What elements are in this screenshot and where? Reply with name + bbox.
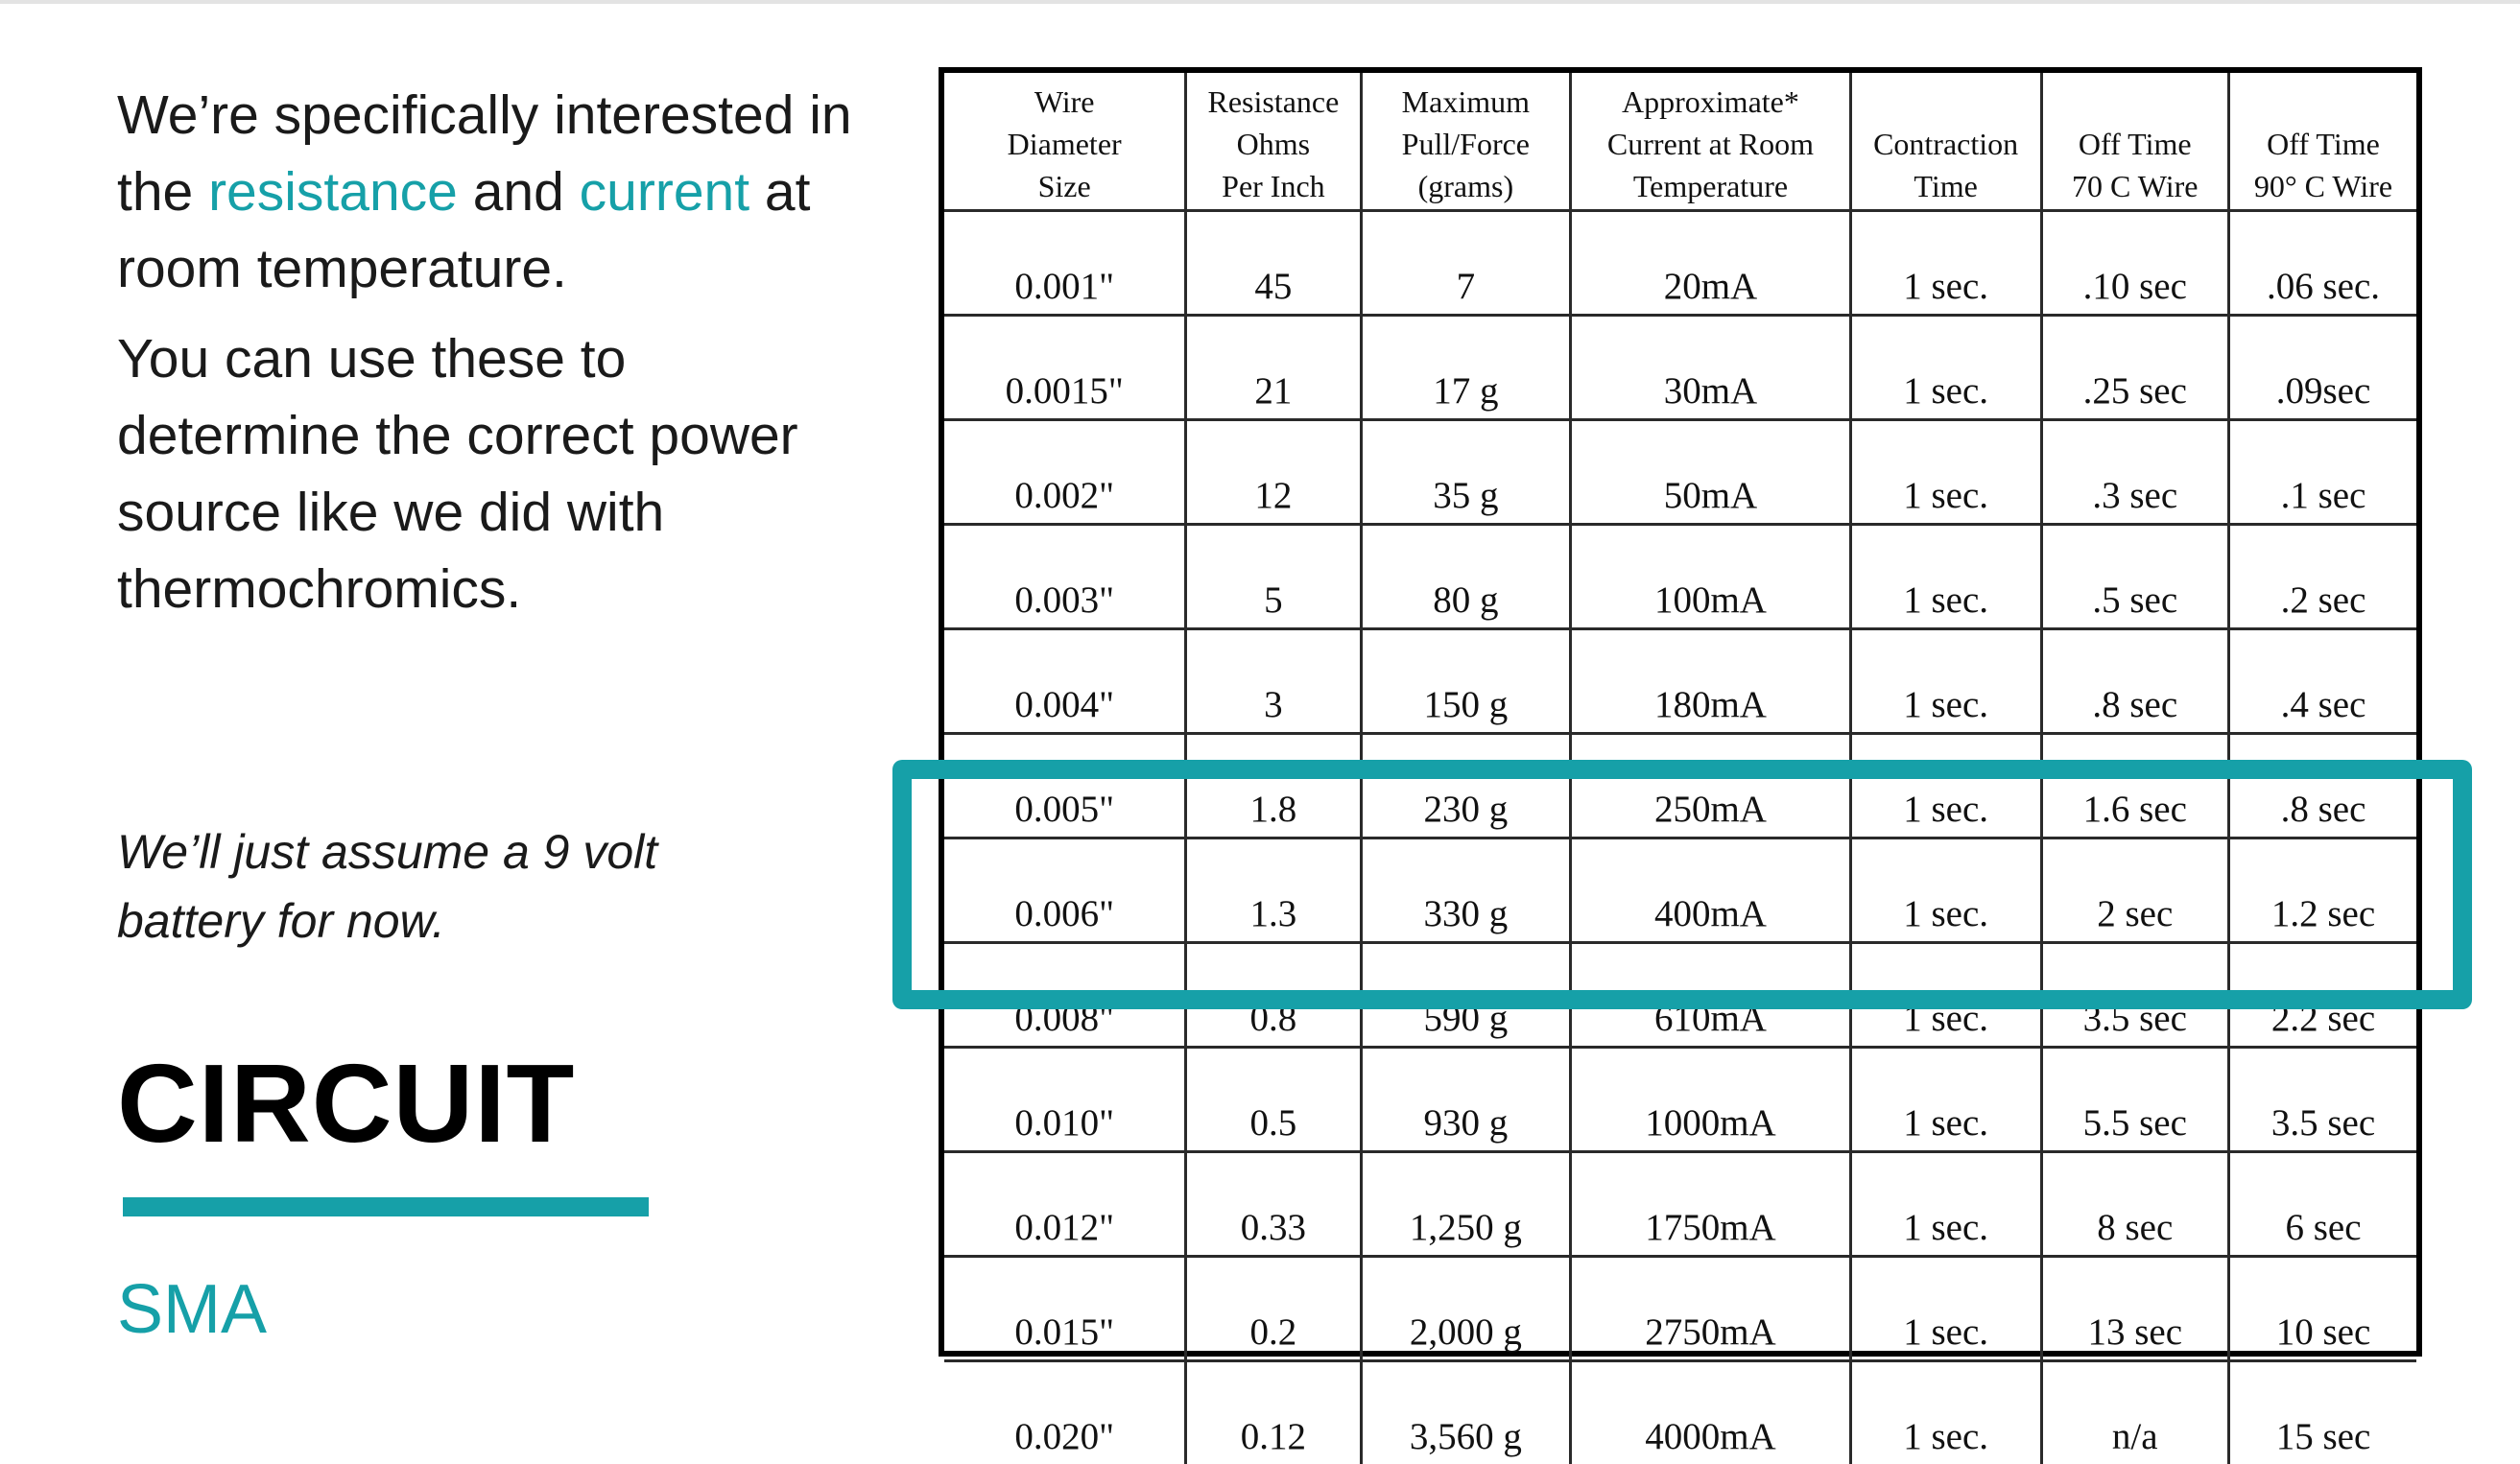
- table-cell: 2.2 sec: [2228, 943, 2416, 1048]
- table-cell: .10 sec: [2041, 211, 2228, 316]
- column-header-line: (grams): [1363, 165, 1570, 207]
- highlight-current: current: [580, 161, 749, 223]
- table-cell: 1 sec.: [1850, 734, 2041, 838]
- table-cell: 1 sec.: [1850, 1152, 2041, 1257]
- highlight-resistance: resistance: [208, 161, 458, 223]
- table-cell: 13 sec: [2041, 1257, 2228, 1361]
- column-header-line: Time: [1852, 165, 2040, 207]
- highlight-rows-box: [892, 760, 2472, 1009]
- intro-text-and: and: [458, 161, 580, 223]
- table-cell: 330 g: [1361, 838, 1571, 943]
- section-subtitle: SMA: [117, 1266, 267, 1353]
- column-header: [2041, 73, 2228, 211]
- table-cell: 0.006": [944, 838, 1186, 943]
- table-row: [944, 629, 2416, 734]
- intro-text-end: at room temperature.: [117, 161, 810, 299]
- paragraph-intro: [117, 77, 866, 307]
- table-cell: 0.005": [944, 734, 1186, 838]
- intro-text-start: We’re specifically interested in the: [117, 84, 852, 223]
- column-header-line: Resistance: [1187, 81, 1359, 123]
- column-header-line: 90° C Wire: [2230, 165, 2416, 207]
- table-cell: .1 sec: [2228, 420, 2416, 525]
- table-cell: 50mA: [1571, 420, 1851, 525]
- table-cell: 0.004": [944, 629, 1186, 734]
- table-cell: .4 sec: [2228, 629, 2416, 734]
- table-cell: 4000mA: [1571, 1361, 1851, 1464]
- table-row: [944, 1361, 2416, 1464]
- table-cell: 0.008": [944, 943, 1186, 1048]
- table-cell: .2 sec: [2228, 525, 2416, 629]
- table-row: [944, 525, 2416, 629]
- table-row: [944, 420, 2416, 525]
- table-cell: 30mA: [1571, 316, 1851, 420]
- table-cell: 80 g: [1361, 525, 1571, 629]
- table-cell: 0.5: [1186, 1048, 1361, 1152]
- table-cell: 3: [1186, 629, 1361, 734]
- table-cell: 15 sec: [2228, 1361, 2416, 1464]
- column-header-line: Off Time: [2230, 123, 2416, 165]
- table-cell: 0.012": [944, 1152, 1186, 1257]
- column-header: [1571, 73, 1851, 211]
- table-cell: 10 sec: [2228, 1257, 2416, 1361]
- table-cell: 3.5 sec: [2228, 1048, 2416, 1152]
- table-cell: 8 sec: [2041, 1152, 2228, 1257]
- table-cell: 20mA: [1571, 211, 1851, 316]
- table-cell: 1 sec.: [1850, 1257, 2041, 1361]
- column-header-line: Wire: [944, 81, 1184, 123]
- column-header-line: Diameter: [944, 123, 1184, 165]
- table-cell: 180mA: [1571, 629, 1851, 734]
- column-header-line: Off Time: [2043, 123, 2227, 165]
- column-header: [1361, 73, 1571, 211]
- table-cell: 400mA: [1571, 838, 1851, 943]
- table-cell: 1.2 sec: [2228, 838, 2416, 943]
- table-cell: 1 sec.: [1850, 525, 2041, 629]
- table-cell: 2,000 g: [1361, 1257, 1571, 1361]
- table-cell: 1 sec.: [1850, 1361, 2041, 1464]
- title-underline: [123, 1197, 649, 1216]
- column-header-line: Pull/Force: [1363, 123, 1570, 165]
- table-cell: 3,560 g: [1361, 1361, 1571, 1464]
- table-row: [944, 1048, 2416, 1152]
- table-cell: 0.0015": [944, 316, 1186, 420]
- table-cell: .3 sec: [2041, 420, 2228, 525]
- battery-note: We’ll just assume a 9 volt battery for now.: [117, 817, 808, 956]
- table-cell: 0.33: [1186, 1152, 1361, 1257]
- column-header-line: Ohms: [1187, 123, 1359, 165]
- table-cell: 1.8: [1186, 734, 1361, 838]
- table-cell: .8 sec: [2041, 629, 2228, 734]
- table-cell: 0.001": [944, 211, 1186, 316]
- table-cell: 45: [1186, 211, 1361, 316]
- table-cell: 0.12: [1186, 1361, 1361, 1464]
- table-cell: 1000mA: [1571, 1048, 1851, 1152]
- table-cell: 0.020": [944, 1361, 1186, 1464]
- table-cell: 610mA: [1571, 943, 1851, 1048]
- table-cell: 7: [1361, 211, 1571, 316]
- column-header-line: Current at Room: [1572, 123, 1849, 165]
- table-row: [944, 1152, 2416, 1257]
- table-cell: 1,250 g: [1361, 1152, 1571, 1257]
- table-row: [944, 211, 2416, 316]
- body-text: [117, 77, 866, 641]
- table-header-row: [944, 73, 2416, 211]
- table-cell: 250mA: [1571, 734, 1851, 838]
- table-cell: 0.003": [944, 525, 1186, 629]
- table-cell: 590 g: [1361, 943, 1571, 1048]
- table-cell: 230 g: [1361, 734, 1571, 838]
- table-cell: 1750mA: [1571, 1152, 1851, 1257]
- table-cell: 1 sec.: [1850, 629, 2041, 734]
- table-cell: 930 g: [1361, 1048, 1571, 1152]
- column-header: [1850, 73, 2041, 211]
- column-header-line: Temperature: [1572, 165, 1849, 207]
- table-cell: 0.002": [944, 420, 1186, 525]
- table-row: [944, 1257, 2416, 1361]
- table-cell: 17 g: [1361, 316, 1571, 420]
- table-cell: .8 sec: [2228, 734, 2416, 838]
- column-header: [1186, 73, 1361, 211]
- column-header: [944, 73, 1186, 211]
- sma-wire-spec-table: [939, 67, 2422, 1357]
- column-header: [2228, 73, 2416, 211]
- table-cell: .25 sec: [2041, 316, 2228, 420]
- table-cell: n/a: [2041, 1361, 2228, 1464]
- table-cell: 3.5 sec: [2041, 943, 2228, 1048]
- table-cell: 1.6 sec: [2041, 734, 2228, 838]
- column-header-line: 70 C Wire: [2043, 165, 2227, 207]
- table-row: [944, 316, 2416, 420]
- table-cell: .06 sec.: [2228, 211, 2416, 316]
- table-cell: 0.8: [1186, 943, 1361, 1048]
- table-cell: 2 sec: [2041, 838, 2228, 943]
- column-header-line: Approximate*: [1572, 81, 1849, 123]
- paragraph-usage: You can use these to determine the correct power source like we did with thermochromics.: [117, 320, 866, 627]
- section-title: CIRCUIT: [117, 1036, 575, 1170]
- column-header-line: Contraction: [1852, 123, 2040, 165]
- table-cell: 1 sec.: [1850, 838, 2041, 943]
- table-cell: 100mA: [1571, 525, 1851, 629]
- table-cell: 12: [1186, 420, 1361, 525]
- column-header-line: Maximum: [1363, 81, 1570, 123]
- table-cell: 0.2: [1186, 1257, 1361, 1361]
- top-divider: [0, 0, 2520, 4]
- column-header-line: Size: [944, 165, 1184, 207]
- table-cell: 1 sec.: [1850, 316, 2041, 420]
- table-cell: 21: [1186, 316, 1361, 420]
- table-cell: 35 g: [1361, 420, 1571, 525]
- table-cell: 1 sec.: [1850, 943, 2041, 1048]
- table-cell: 1 sec.: [1850, 211, 2041, 316]
- table-cell: 5: [1186, 525, 1361, 629]
- table-cell: 2750mA: [1571, 1257, 1851, 1361]
- table-cell: 1 sec.: [1850, 1048, 2041, 1152]
- table-cell: .09sec: [2228, 316, 2416, 420]
- column-header-line: Per Inch: [1187, 165, 1359, 207]
- table-cell: 150 g: [1361, 629, 1571, 734]
- table-cell: 6 sec: [2228, 1152, 2416, 1257]
- table-cell: .5 sec: [2041, 525, 2228, 629]
- table-cell: 1.3: [1186, 838, 1361, 943]
- table-cell: 5.5 sec: [2041, 1048, 2228, 1152]
- table-cell: 1 sec.: [1850, 420, 2041, 525]
- table-cell: 0.015": [944, 1257, 1186, 1361]
- table-cell: 0.010": [944, 1048, 1186, 1152]
